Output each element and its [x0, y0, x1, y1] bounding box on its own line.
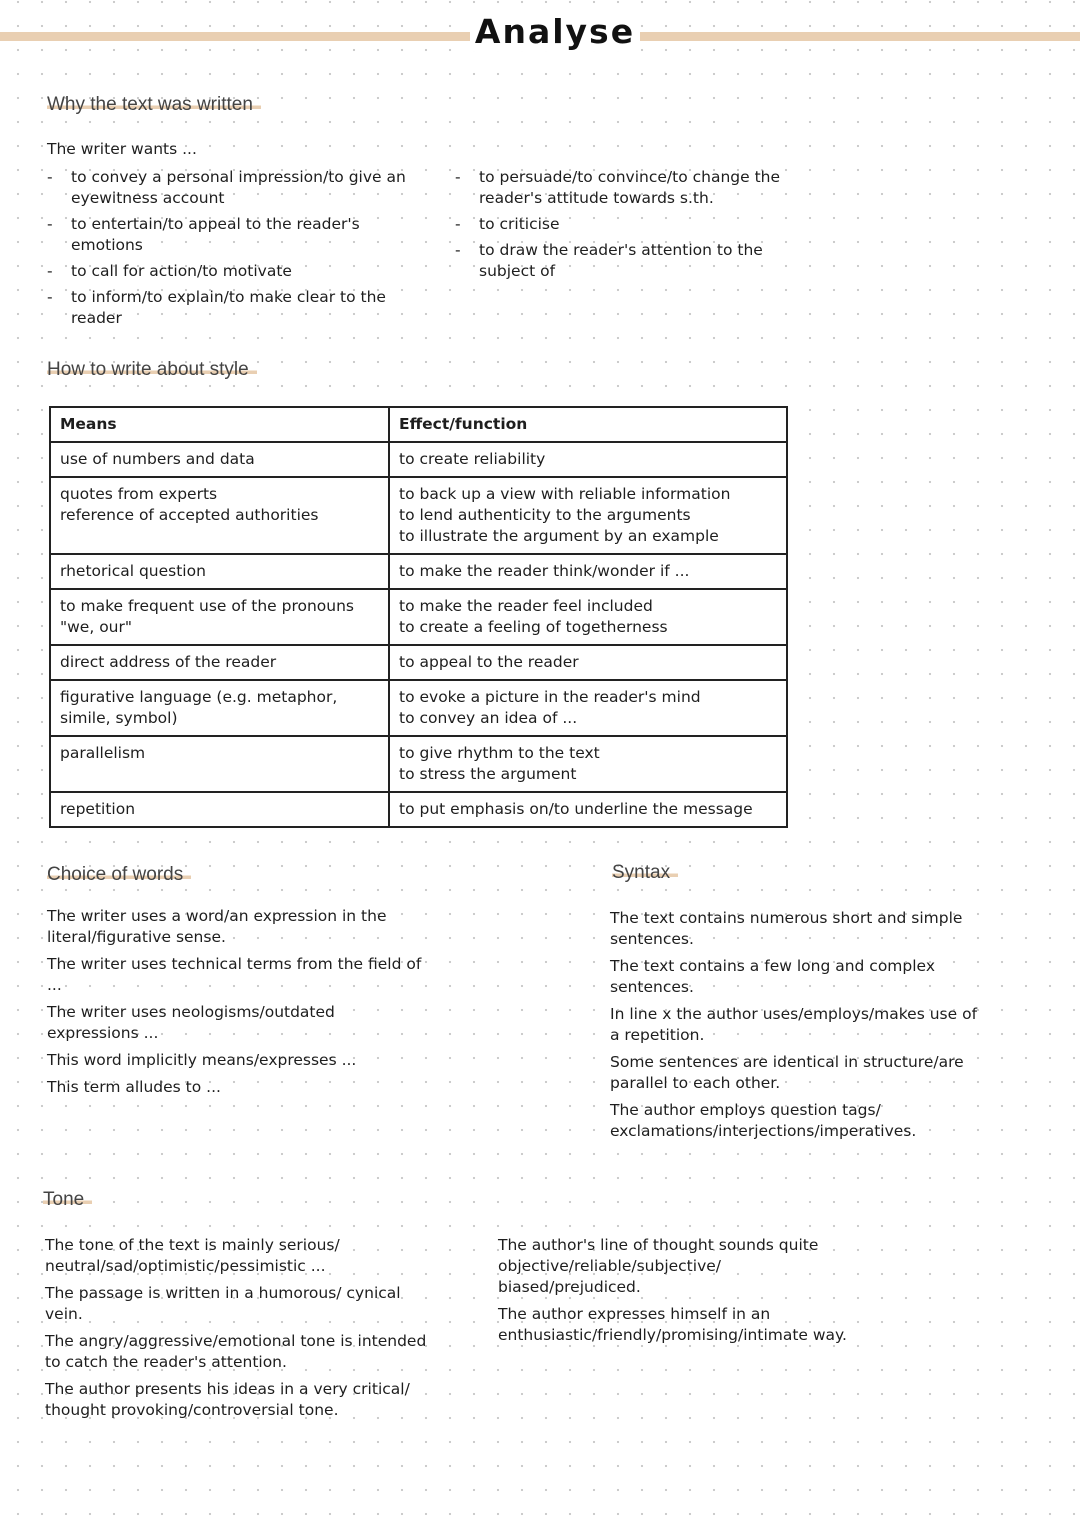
why-left-item: - to entertain/to appeal to the reader's emotions [47, 214, 427, 256]
effect-line: to illustrate the argument by an example [399, 527, 719, 545]
effect-cell [389, 589, 787, 645]
why-left-list [47, 167, 427, 334]
means-line: "we, our" [60, 618, 133, 636]
means-line: use of numbers and data [60, 450, 255, 468]
heading-style: How to write about style [47, 359, 257, 381]
effect-line: to evoke a picture in the reader's mind [399, 688, 701, 706]
effect-cell [389, 680, 787, 736]
col-means-header: Means [50, 407, 389, 442]
why-right-item: - to criticise [455, 214, 800, 235]
heading-tone: Tone [43, 1189, 92, 1211]
effect-line: to give rhythm to the text [399, 744, 600, 762]
syntax-item: The text contains numerous short and simple sentences. [610, 909, 963, 948]
means-line: figurative language (e.g. metaphor, [60, 688, 338, 706]
words-item: This word implicitly means/expresses ... [47, 1051, 357, 1069]
tone-left-list [45, 1235, 435, 1427]
means-cell [50, 680, 389, 736]
effect-line: to make the reader think/wonder if ... [399, 562, 690, 580]
effect-line: to create reliability [399, 450, 546, 468]
heading-syntax: Syntax [612, 862, 678, 884]
effect-cell [389, 554, 787, 589]
table-row [50, 680, 787, 736]
page-title: Analyse [470, 12, 640, 51]
why-right-list [455, 167, 800, 287]
style-table-header [50, 407, 787, 442]
effect-line: to stress the argument [399, 765, 577, 783]
effect-cell [389, 792, 787, 827]
tone-left-item: The angry/aggressive/emotional tone is intended to catch the reader's attention. [45, 1332, 427, 1371]
effect-line: to make the reader feel included [399, 597, 653, 615]
table-row [50, 645, 787, 680]
why-left-item: - to inform/to explain/to make clear to the reader [47, 287, 427, 329]
effect-cell [389, 736, 787, 792]
heading-choice-of-words: Choice of words [47, 864, 191, 886]
table-row [50, 736, 787, 792]
means-cell [50, 589, 389, 645]
means-cell [50, 792, 389, 827]
effect-cell [389, 442, 787, 477]
table-row [50, 477, 787, 554]
words-list [47, 906, 427, 1104]
effect-line: to lend authenticity to the arguments [399, 506, 691, 524]
why-left-item: - to call for action/to motivate [47, 261, 427, 282]
col-effect-header: Effect/function [389, 407, 787, 442]
tone-left-item: The passage is written in a humorous/ cynical vein. [45, 1284, 401, 1323]
means-line: reference of accepted authorities [60, 506, 319, 524]
table-row [50, 442, 787, 477]
syntax-item: Some sentences are identical in structure/are parallel to each other. [610, 1053, 964, 1092]
syntax-list [610, 908, 980, 1148]
means-cell [50, 645, 389, 680]
table-row [50, 792, 787, 827]
means-line: repetition [60, 800, 136, 818]
title-band-right [640, 32, 1080, 41]
effect-cell [389, 477, 787, 554]
heading-why: Why the text was written [47, 94, 261, 116]
means-line: direct address of the reader [60, 653, 277, 671]
effect-line: to appeal to the reader [399, 653, 579, 671]
syntax-item: In line x the author uses/employs/makes use of a repetition. [610, 1005, 978, 1044]
table-row [50, 589, 787, 645]
means-line: rhetorical question [60, 562, 206, 580]
syntax-item: The text contains a few long and complex sentences. [610, 957, 935, 996]
means-line: to make frequent use of the pronouns [60, 597, 355, 615]
why-intro: The writer wants ... [47, 140, 197, 158]
tone-right-item: The author expresses himself in an enthusiastic/friendly/promising/intimate way. [498, 1305, 847, 1344]
words-item: The writer uses a word/an expression in the literal/figurative sense. [47, 907, 387, 946]
means-line: parallelism [60, 744, 146, 762]
effect-line: to create a feeling of togetherness [399, 618, 668, 636]
means-cell [50, 477, 389, 554]
means-cell [50, 554, 389, 589]
tone-right-list [498, 1235, 858, 1352]
tone-left-item: The author presents his ideas in a very critical/ thought provoking/controversial tone. [45, 1380, 410, 1419]
style-table [49, 406, 788, 828]
why-right-item: - to persuade/to convince/to change the reader's attitude towards s.th. [455, 167, 800, 209]
title-band-left [0, 32, 470, 41]
effect-line: to convey an idea of ... [399, 709, 578, 727]
words-item: This term alludes to ... [47, 1078, 221, 1096]
means-line: simile, symbol) [60, 709, 178, 727]
tone-left-item: The tone of the text is mainly serious/ neutral/sad/optimistic/pessimistic ... [45, 1236, 340, 1275]
effect-line: to back up a view with reliable information [399, 485, 731, 503]
means-line: quotes from experts [60, 485, 218, 503]
means-cell [50, 736, 389, 792]
tone-right-item: The author's line of thought sounds quite objective/reliable/subjective/ biased/prejudiced. [498, 1236, 819, 1296]
table-row [50, 554, 787, 589]
why-right-item: - to draw the reader's attention to the subject of [455, 240, 800, 282]
words-item: The writer uses neologisms/outdated expressions ... [47, 1003, 335, 1042]
means-cell [50, 442, 389, 477]
syntax-item: The author employs question tags/ exclamations/interjections/imperatives. [610, 1101, 917, 1140]
effect-cell [389, 645, 787, 680]
words-item: The writer uses technical terms from the field of ... [47, 955, 422, 994]
effect-line: to put emphasis on/to underline the message [399, 800, 753, 818]
why-left-item: - to convey a personal impression/to give an eyewitness account [47, 167, 427, 209]
